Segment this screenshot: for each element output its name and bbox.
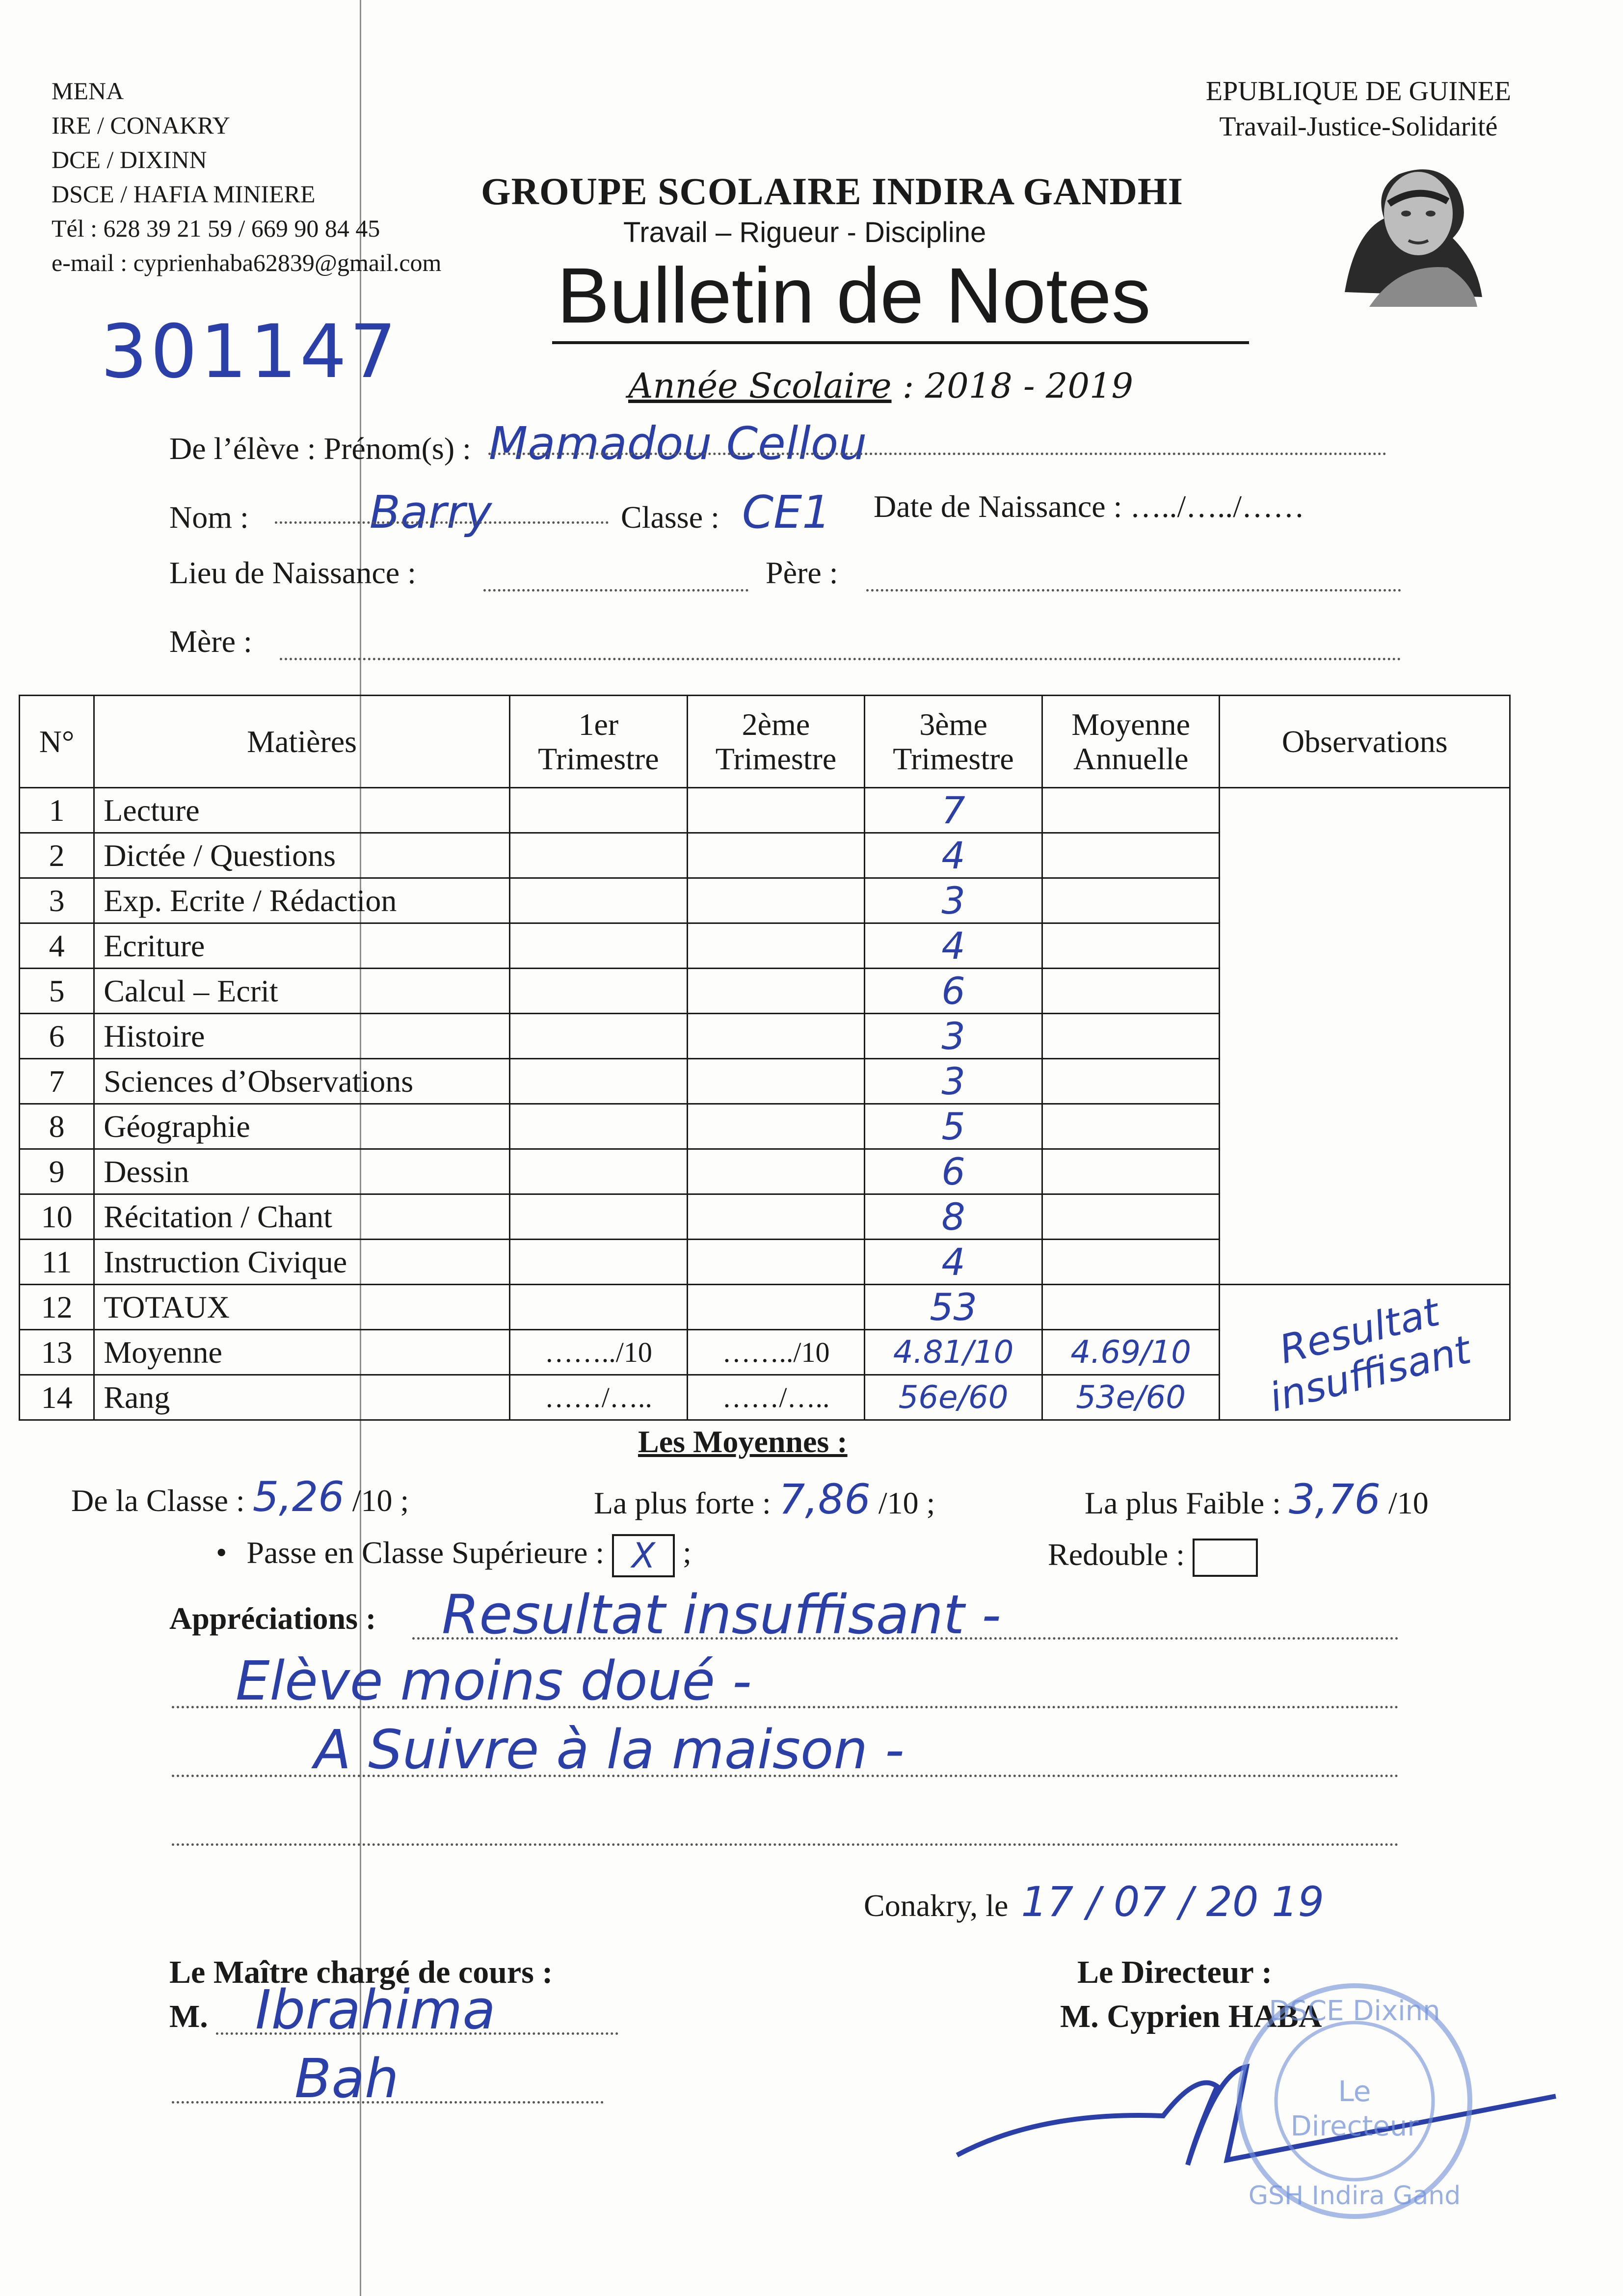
prenom-value: Mamadou Cellou — [488, 417, 867, 470]
row-subject: Dessin — [94, 1149, 510, 1194]
appreciation-line: A Suivre à la maison - — [314, 1718, 905, 1781]
date-row — [864, 1878, 1324, 1926]
header-t3: 3ème Trimestre — [865, 696, 1042, 788]
appreciation-dotline — [172, 1775, 1399, 1777]
header-left — [52, 74, 441, 280]
row-subject: Instruction Civique — [94, 1240, 510, 1285]
row-t2 — [687, 833, 865, 878]
totaux-t1 — [510, 1285, 688, 1330]
row-t1 — [510, 1240, 688, 1285]
row-t3: 7 — [865, 788, 1042, 833]
row-t1 — [510, 1104, 688, 1149]
moyenne-forte-value: 7,86 — [778, 1475, 871, 1523]
header-t2: 2ème Trimestre — [687, 696, 865, 788]
row-t1 — [510, 1149, 688, 1194]
moyenne-faible-value: 3,76 — [1288, 1475, 1381, 1523]
bullet-icon: • — [216, 1535, 227, 1570]
prenom-dotline — [488, 453, 1386, 455]
appreciations-label: Appréciations : — [169, 1601, 376, 1636]
appreciation-dotline — [412, 1637, 1399, 1640]
row-t3: 8 — [865, 1194, 1042, 1240]
header-left-line: DSCE / HAFIA MINIERE — [52, 180, 316, 208]
row-annual — [1042, 969, 1220, 1014]
nom-value: Barry — [369, 486, 492, 539]
classe-label: Classe : — [621, 500, 719, 535]
maitre-label: Le Maître chargé de cours : — [169, 1954, 553, 1990]
moyenne-forte-suffix: /10 ; — [878, 1486, 935, 1520]
header-left-line: DCE / DIXINN — [52, 146, 207, 173]
moyenne-forte — [594, 1475, 935, 1523]
header-matieres: Matières — [94, 696, 510, 788]
header-left-line: e-mail : cyprienhaba62839@gmail.com — [52, 249, 442, 276]
moyenne-faible-label: La plus Faible : — [1085, 1486, 1281, 1520]
redouble-label: Redouble : — [1048, 1537, 1185, 1572]
moyenne-t1: ……../10 — [510, 1330, 688, 1375]
row-t2 — [687, 1014, 865, 1059]
maitre-dotline — [216, 2032, 618, 2035]
moyenne-t3: 4.81/10 — [865, 1330, 1042, 1375]
row-t3: 5 — [865, 1104, 1042, 1149]
row-t1 — [510, 788, 688, 833]
school-year-label: Année Scolaire — [628, 366, 892, 406]
observation-value: Resultat insuffisant — [1207, 1251, 1522, 1453]
pere-dotline — [866, 589, 1401, 592]
row-t2 — [687, 1240, 865, 1285]
svg-text:GSH Indira Gand: GSH Indira Gand — [1248, 2181, 1461, 2211]
row-no: 13 — [20, 1330, 94, 1375]
row-no: 4 — [20, 923, 94, 969]
directeur-label: Le Directeur : — [1077, 1954, 1273, 1990]
row-t1 — [510, 1014, 688, 1059]
header-no: N° — [20, 696, 94, 788]
rang-t3: 56e/60 — [865, 1375, 1042, 1420]
nom-dotline — [275, 521, 609, 524]
school-stamp — [1227, 1973, 1482, 2229]
row-t3: 3 — [865, 878, 1042, 923]
date-label: Conakry, le — [864, 1888, 1009, 1923]
totaux-label: TOTAUX — [94, 1285, 510, 1330]
lieu-label: Lieu de Naissance : — [169, 555, 416, 590]
moyenne-annual: 4.69/10 — [1042, 1330, 1220, 1375]
nom-row — [169, 486, 492, 539]
appreciation-dotline — [172, 1706, 1399, 1708]
row-annual — [1042, 833, 1220, 878]
passe-checkbox[interactable]: X — [612, 1534, 675, 1577]
row-no: 12 — [20, 1285, 94, 1330]
svg-text:Directeur: Directeur — [1290, 2110, 1419, 2142]
pere-label: Père : — [766, 555, 838, 590]
svg-text:DSCE Dixinn: DSCE Dixinn — [1269, 1995, 1440, 2027]
row-subject: Histoire — [94, 1014, 510, 1059]
row-annual — [1042, 1104, 1220, 1149]
row-t1 — [510, 878, 688, 923]
school-motto: Travail – Rigueur - Discipline — [623, 216, 986, 248]
registration-number: 301147 — [101, 309, 399, 395]
row-subject: Ecriture — [94, 923, 510, 969]
portrait-image — [1325, 145, 1487, 307]
header-left-line: MENA — [52, 77, 124, 105]
row-subject: Dictée / Questions — [94, 833, 510, 878]
row-t1 — [510, 1194, 688, 1240]
observations-cell — [1220, 788, 1510, 1285]
row-subject: Sciences d’Observations — [94, 1059, 510, 1104]
row-t1 — [510, 1059, 688, 1104]
moyenne-classe-suffix: /10 ; — [352, 1483, 409, 1518]
passe-row: • Passe en Classe Supérieure : X ; — [216, 1534, 692, 1577]
row-t2 — [687, 1149, 865, 1194]
maitre-name: Ibrahima — [255, 1978, 496, 2041]
row-no: 6 — [20, 1014, 94, 1059]
moyenne-classe — [71, 1473, 409, 1521]
grades-table — [19, 695, 1511, 1421]
row-t3: 4 — [865, 1240, 1042, 1285]
country-motto: Travail-Justice-Solidarité — [1219, 111, 1498, 142]
moyenne-faible — [1085, 1475, 1429, 1523]
row-t3: 3 — [865, 1014, 1042, 1059]
row-annual — [1042, 1149, 1220, 1194]
school-year — [628, 366, 1133, 406]
row-no: 5 — [20, 969, 94, 1014]
mere-label: Mère : — [169, 624, 252, 659]
moyenne-t2: ……../10 — [687, 1330, 865, 1375]
row-t3: 4 — [865, 923, 1042, 969]
totaux-annual — [1042, 1285, 1220, 1330]
table-header-row — [20, 696, 1510, 788]
row-annual — [1042, 878, 1220, 923]
prenom-label: De l’élève : Prénom(s) : — [169, 431, 471, 466]
rang-annual: 53e/60 — [1042, 1375, 1220, 1420]
row-subject: Lecture — [94, 788, 510, 833]
row-no: 1 — [20, 788, 94, 833]
appreciation-dotline — [172, 1843, 1399, 1846]
row-no: 14 — [20, 1375, 94, 1420]
row-t2 — [687, 969, 865, 1014]
date-value: 17 / 07 / 20 19 — [1021, 1878, 1325, 1926]
country-name: EPUBLIQUE DE GUINEE — [1205, 76, 1511, 107]
row-t1 — [510, 969, 688, 1014]
row-annual — [1042, 1059, 1220, 1104]
redouble-row — [1048, 1537, 1258, 1577]
row-subject: Calcul – Ecrit — [94, 969, 510, 1014]
appreciation-line: Resultat insuffisant - — [442, 1583, 1001, 1646]
moyennes-title: Les Moyennes : — [638, 1424, 848, 1459]
row-no: 11 — [20, 1240, 94, 1285]
row-t3: 3 — [865, 1059, 1042, 1104]
row-t3: 4 — [865, 833, 1042, 878]
row-no: 3 — [20, 878, 94, 923]
row-no: 10 — [20, 1194, 94, 1240]
lieu-dotline — [483, 589, 748, 592]
title-underline — [552, 341, 1249, 344]
rang-label: Rang — [94, 1375, 510, 1420]
row-t2 — [687, 788, 865, 833]
row-t2 — [687, 923, 865, 969]
totaux-row — [20, 1285, 1510, 1330]
row-annual — [1042, 923, 1220, 969]
classe-value: CE1 — [742, 486, 831, 539]
totaux-t3: 53 — [865, 1285, 1042, 1330]
prenom-row — [169, 417, 867, 470]
row-annual — [1042, 1194, 1220, 1240]
totaux-t2 — [687, 1285, 865, 1330]
svg-text:Le: Le — [1338, 2075, 1371, 2108]
moyenne-label: Moyenne — [94, 1330, 510, 1375]
header-left-line: Tél : 628 39 21 59 / 669 90 84 45 — [52, 215, 380, 242]
row-t2 — [687, 878, 865, 923]
row-t3: 6 — [865, 969, 1042, 1014]
rang-t1: ……/….. — [510, 1375, 688, 1420]
row-t2 — [687, 1059, 865, 1104]
header-right — [1206, 74, 1511, 144]
row-subject: Récitation / Chant — [94, 1194, 510, 1240]
row-t3: 6 — [865, 1149, 1042, 1194]
maitre-name-2: Bah — [294, 2047, 399, 2110]
dob-label: Date de Naissance : …../…../…… — [874, 489, 1304, 524]
moyenne-faible-suffix: /10 — [1388, 1486, 1429, 1520]
header-moyenne: Moyenne Annuelle — [1042, 696, 1220, 788]
row-no: 7 — [20, 1059, 94, 1104]
moyenne-classe-value: 5,26 — [252, 1473, 345, 1521]
row-t1 — [510, 833, 688, 878]
school-name: GROUPE SCOLAIRE INDIRA GANDHI — [481, 170, 1184, 213]
maitre-prefix: M. — [169, 1999, 208, 2034]
school-year-value: : 2018 - 2019 — [902, 366, 1134, 406]
document-title: Bulletin de Notes — [557, 251, 1151, 339]
row-no: 8 — [20, 1104, 94, 1149]
mere-dotline — [280, 658, 1401, 660]
moyenne-forte-label: La plus forte : — [594, 1486, 771, 1520]
row-subject: Exp. Ecrite / Rédaction — [94, 878, 510, 923]
maitre-dotline — [172, 2101, 604, 2104]
header-observations: Observations — [1220, 696, 1510, 788]
rang-t2: ……/….. — [687, 1375, 865, 1420]
row-t1 — [510, 923, 688, 969]
row-annual — [1042, 1014, 1220, 1059]
table-row — [20, 788, 1510, 833]
row-t2 — [687, 1104, 865, 1149]
row-no: 2 — [20, 833, 94, 878]
passe-label: Passe en Classe Supérieure : — [246, 1535, 605, 1570]
appreciation-line: Elève moins doué - — [236, 1649, 752, 1712]
header-t1: 1er Trimestre — [510, 696, 688, 788]
row-subject: Géographie — [94, 1104, 510, 1149]
row-no: 9 — [20, 1149, 94, 1194]
classe-row — [621, 486, 831, 539]
nom-label: Nom : — [169, 500, 249, 535]
moyenne-classe-label: De la Classe : — [71, 1483, 245, 1518]
row-t2 — [687, 1194, 865, 1240]
row-annual — [1042, 788, 1220, 833]
header-left-line: IRE / CONAKRY — [52, 111, 230, 139]
directeur-name: M. Cyprien HABA — [1060, 1999, 1322, 2034]
row-annual — [1042, 1240, 1220, 1285]
redouble-checkbox[interactable] — [1193, 1539, 1258, 1577]
